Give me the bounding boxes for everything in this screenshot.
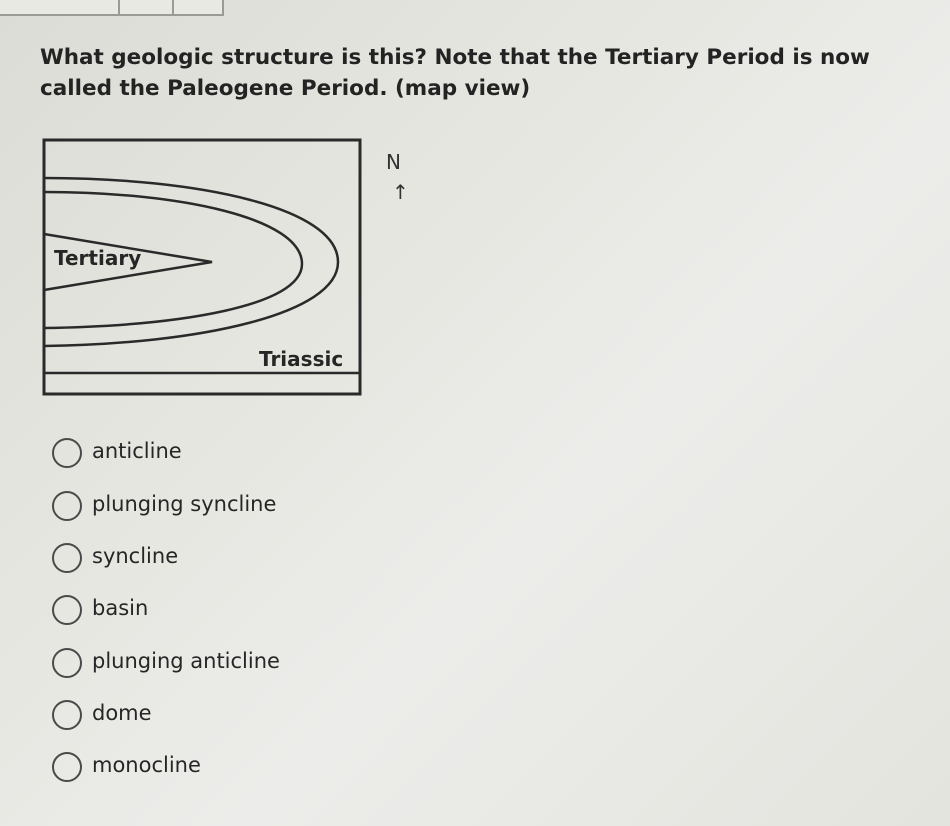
radio-button[interactable] [52,595,82,625]
option-plunging-anticline[interactable] [52,644,412,678]
option-anticline[interactable] [52,434,412,468]
radio-button[interactable] [52,700,82,730]
option-label: dome [92,701,152,725]
radio-button[interactable] [52,543,82,573]
question-text: What geologic structure is this? Note that the Tertiary Period is now called the Paleogene Period. (map view) [40,45,870,101]
toolbar-segment [118,0,174,16]
radio-button[interactable] [52,491,82,521]
triassic-label: Triassic [259,347,344,371]
option-label: monocline [92,753,201,777]
radio-button[interactable] [52,648,82,678]
option-basin[interactable] [52,591,412,625]
radio-button[interactable] [52,438,82,468]
option-label: syncline [92,544,179,568]
top-toolbar-edge [0,0,950,20]
option-plunging-syncline[interactable] [52,487,412,521]
option-syncline[interactable] [52,539,412,573]
option-dome[interactable] [52,696,412,730]
option-label: plunging syncline [92,492,277,516]
north-arrow-icon: ↑ [392,180,409,204]
tertiary-label: Tertiary [54,246,142,270]
radio-button[interactable] [52,752,82,782]
geologic-map-figure [40,138,420,398]
toolbar-segment [172,0,224,16]
option-label: anticline [92,439,182,463]
north-label: N [386,150,401,174]
option-label: basin [92,596,149,620]
toolbar-segment [0,0,120,16]
option-monocline[interactable] [52,748,412,782]
option-label: plunging anticline [92,649,280,673]
